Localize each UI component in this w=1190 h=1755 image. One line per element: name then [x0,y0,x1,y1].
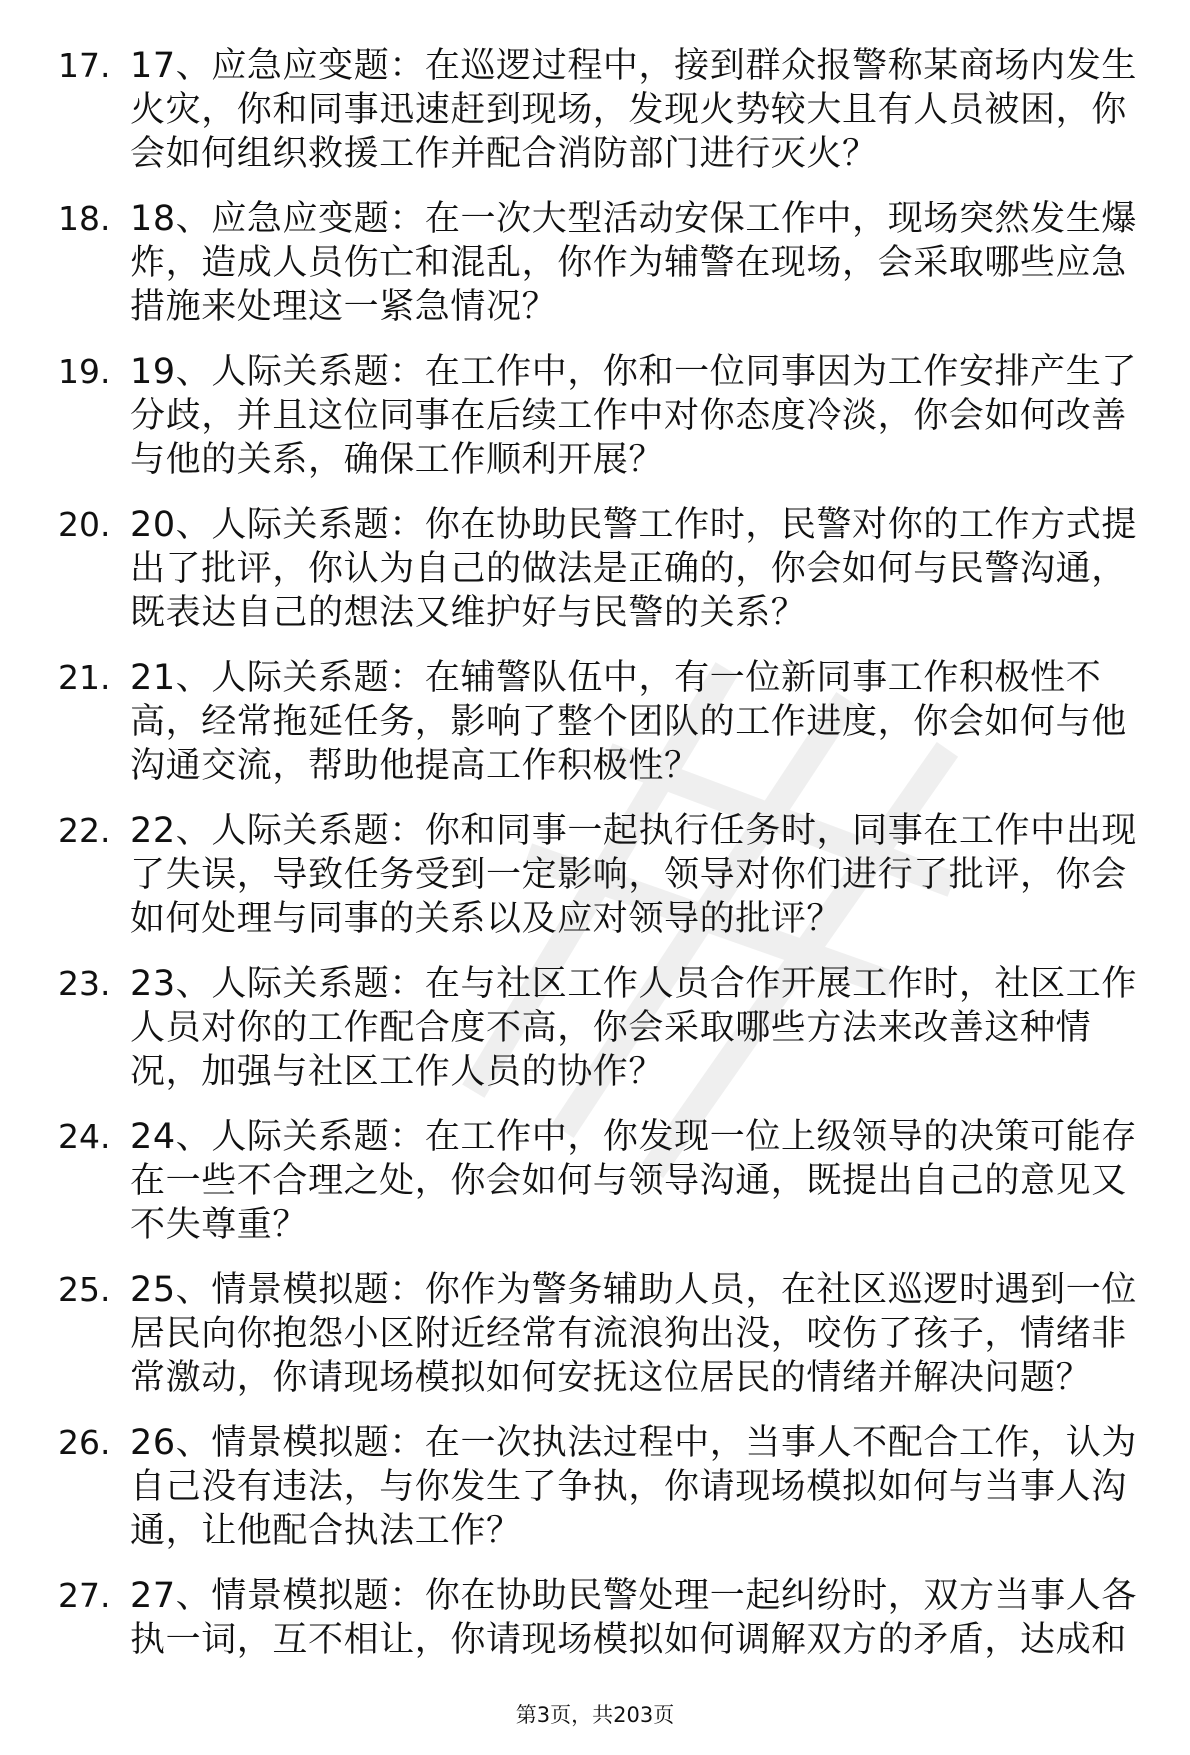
question-text: 26、情景模拟题：在一次执法过程中，当事人不配合工作，认为自己没有违法，与你发生了争执，你请现场模拟如何与当事人沟通，让他配合执法工作？ [130,1423,1137,1551]
question-number: 18. [58,199,111,238]
question-item [0,350,1190,503]
question-number: 25. [58,1270,111,1309]
question-item [0,809,1190,962]
question-text: 20、人际关系题：你在协助民警工作时，民警对你的工作方式提出了批评，你认为自己的做法是正确的，你会如何与民警沟通，既表达自己的想法又维护好与民警的关系？ [130,505,1137,633]
question-text: 17、应急应变题：在巡逻过程中，接到群众报警称某商场内发生火灾，你和同事迅速赶到现场，发现火势较大且有人员被困，你会如何组织救援工作并配合消防部门进行灭火？ [130,46,1137,174]
question-text: 22、人际关系题：你和同事一起执行任务时，同事在工作中出现了失误，导致任务受到一定影响，领导对你们进行了批评，你会如何处理与同事的关系以及应对领导的批评？ [130,811,1137,939]
question-item [0,197,1190,350]
question-number: 19. [58,352,111,391]
question-item [0,962,1190,1115]
question-number: 21. [58,658,111,697]
question-item [0,1268,1190,1421]
question-item [0,503,1190,656]
question-number: 27. [58,1576,111,1615]
question-item [0,44,1190,197]
question-item [0,1421,1190,1574]
page-number: 第3页，共203页 [515,1703,675,1727]
question-number: 20. [58,505,111,544]
question-text: 27、情景模拟题：你在协助民警处理一起纠纷时，双方当事人各执一词，互不相让，你请现场模拟如何调解双方的矛盾，达成和 [130,1576,1137,1660]
question-text: 19、人际关系题：在工作中，你和一位同事因为工作安排产生了分歧，并且这位同事在后续工作中对你态度冷淡，你会如何改善与他的关系，确保工作顺利开展？ [130,352,1137,480]
question-item [0,1115,1190,1268]
page-footer [0,1700,1190,1730]
question-number: 22. [58,811,111,850]
question-number: 24. [58,1117,111,1156]
question-text: 21、人际关系题：在辅警队伍中，有一位新同事工作积极性不高，经常拖延任务，影响了整个团队的工作进度，你会如何与他沟通交流，帮助他提高工作积极性？ [130,658,1127,786]
question-number: 26. [58,1423,111,1462]
question-number: 23. [58,964,111,1003]
question-number: 17. [58,46,111,85]
question-text: 23、人际关系题：在与社区工作人员合作开展工作时，社区工作人员对你的工作配合度不高，你会采取哪些方法来改善这种情况，加强与社区工作人员的协作？ [130,964,1137,1092]
question-text: 18、应急应变题：在一次大型活动安保工作中，现场突然发生爆炸，造成人员伤亡和混乱，你作为辅警在现场，会采取哪些应急措施来处理这一紧急情况？ [130,199,1137,327]
question-list [0,44,1190,1727]
question-text: 24、人际关系题：在工作中，你发现一位上级领导的决策可能存在一些不合理之处，你会如何与领导沟通，既提出自己的意见又不失尊重？ [130,1117,1137,1245]
question-text: 25、情景模拟题：你作为警务辅助人员，在社区巡逻时遇到一位居民向你抱怨小区附近经常有流浪狗出没，咬伤了孩子，情绪非常激动，你请现场模拟如何安抚这位居民的情绪并解决问题？ [130,1270,1137,1398]
question-item [0,656,1190,809]
